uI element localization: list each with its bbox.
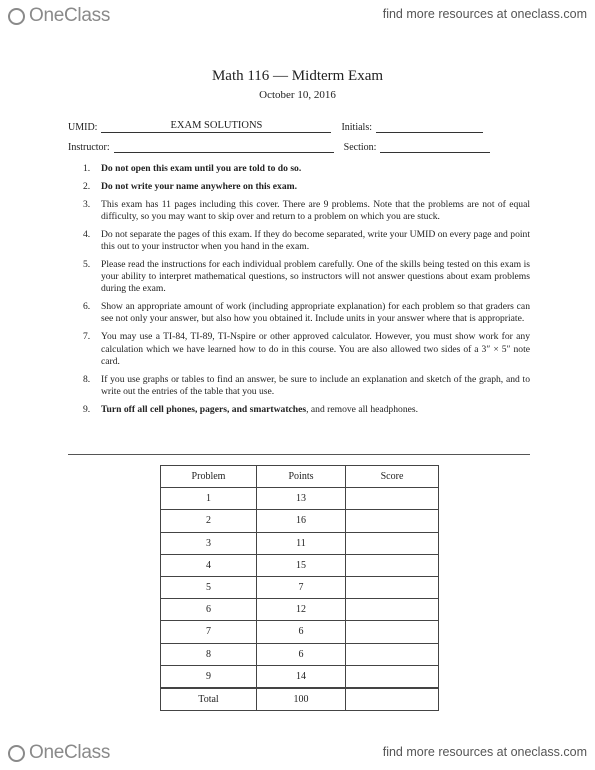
problem-cell: 3	[161, 532, 257, 554]
instructor-label: Instructor:	[68, 142, 110, 153]
oneclass-logo[interactable]	[8, 5, 110, 27]
problem-cell: 5	[161, 576, 257, 598]
total-label: Total	[161, 688, 257, 711]
score-cell[interactable]	[346, 599, 439, 621]
column-header-problem: Problem	[161, 466, 257, 488]
problem-cell: 9	[161, 665, 257, 688]
find-more-link[interactable]: find more resources at oneclass.com	[382, 7, 587, 21]
instruction-number: 8.	[83, 373, 91, 385]
instruction-text: Do not write your name anywhere on this exam.	[101, 180, 298, 192]
total-row	[161, 688, 439, 711]
instruction-text: Show an appropriate amount of work (including appropriate explanation) for each problem so that graders can see not only your answer, but also how you obtained it. Include units in your answer where that is appropriate.	[101, 301, 530, 325]
problem-cell: 4	[161, 554, 257, 576]
instruction-text: This exam has 11 pages including this cover. There are 9 problems. Note that the problems are not of equal difficulty, so you may want to skip over and return to a problem on which you are stuck.	[101, 198, 530, 222]
instruction-number: 3.	[83, 198, 91, 210]
exam-title: Math 116 — Midterm Exam	[211, 68, 384, 84]
instruction-item	[83, 404, 530, 416]
score-cell[interactable]	[346, 665, 439, 688]
section-label: Section:	[343, 142, 377, 153]
instruction-number: 2.	[83, 180, 91, 192]
instruction-item	[83, 259, 530, 296]
instruction-item	[83, 163, 530, 175]
instruction-item	[83, 301, 530, 326]
column-header-score: Score	[346, 466, 439, 488]
find-more-link-footer[interactable]: find more resources at oneclass.com	[382, 745, 587, 759]
table-row	[161, 532, 439, 554]
score-cell[interactable]	[346, 576, 439, 598]
instruction-text-rest: , and remove all headphones.	[306, 403, 419, 415]
problem-cell: 1	[161, 488, 257, 510]
problem-cell: 6	[161, 599, 257, 621]
umid-value: EXAM SOLUTIONS	[170, 120, 263, 131]
score-cell[interactable]	[346, 510, 439, 532]
logo-text: OneClass	[29, 742, 111, 763]
instructions-list	[83, 163, 530, 422]
table-row	[161, 576, 439, 598]
instructor-row	[68, 140, 490, 153]
instruction-text: Please read the instructions for each individual problem carefully. One of the skills being tested on this exam is your ability to interpret mathematical questions, so instructors will not answer questions about exam problems during the exam.	[101, 258, 530, 295]
table-row	[161, 510, 439, 532]
score-table	[160, 465, 439, 711]
table-row	[161, 643, 439, 665]
umid-row	[68, 120, 483, 133]
logo-circle-icon	[8, 745, 25, 762]
instruction-item	[83, 374, 530, 399]
table-header-row	[161, 466, 439, 488]
section-field[interactable]	[380, 140, 490, 153]
problem-cell: 7	[161, 621, 257, 643]
instruction-text: Do not open this exam until you are told to do so.	[101, 163, 302, 174]
instruction-number: 5.	[83, 258, 91, 270]
table-row	[161, 599, 439, 621]
points-cell: 6	[257, 643, 346, 665]
problem-cell: 8	[161, 643, 257, 665]
section-divider	[68, 454, 530, 455]
table-row	[161, 488, 439, 510]
total-points: 100	[257, 688, 346, 711]
oneclass-logo-footer[interactable]	[8, 742, 110, 764]
score-cell[interactable]	[346, 532, 439, 554]
instruction-text: You may use a TI-84, TI-89, TI-Nspire or other approved calculator. However, you must show work for any calculation which we have learned how to do in this course. You are also allowed two sides of a 3″ × 5″ note card.	[101, 331, 530, 367]
umid-field[interactable]	[101, 120, 331, 133]
instruction-number: 7.	[83, 331, 91, 343]
score-cell[interactable]	[346, 554, 439, 576]
table-row	[161, 665, 439, 688]
score-cell[interactable]	[346, 488, 439, 510]
problem-cell: 2	[161, 510, 257, 532]
instruction-number: 1.	[83, 163, 91, 174]
instruction-item	[83, 181, 530, 193]
instruction-number: 4.	[83, 228, 91, 240]
logo-text: OneClass	[29, 5, 111, 26]
total-score-cell[interactable]	[346, 688, 439, 711]
points-cell: 15	[257, 554, 346, 576]
instruction-text: If you use graphs or tables to find an answer, be sure to include an explanation and sketch of the graph, and to write out the entries of the table that you use.	[101, 373, 530, 397]
points-cell: 7	[257, 576, 346, 598]
instruction-number: 9.	[83, 403, 91, 415]
instruction-item	[83, 229, 530, 254]
points-cell: 6	[257, 621, 346, 643]
table-row	[161, 621, 439, 643]
points-cell: 16	[257, 510, 346, 532]
instruction-emphasis: Turn off all cell phones, pagers, and smartwatches	[101, 403, 307, 415]
exam-date: October 10, 2016	[259, 89, 336, 101]
instruction-text	[101, 404, 530, 416]
logo-circle-icon	[8, 8, 25, 25]
points-cell: 11	[257, 532, 346, 554]
points-cell: 12	[257, 599, 346, 621]
points-cell: 13	[257, 488, 346, 510]
score-cell[interactable]	[346, 621, 439, 643]
instructor-field[interactable]	[114, 140, 334, 153]
instruction-item	[83, 331, 530, 368]
umid-label: UMID:	[68, 122, 98, 133]
column-header-points: Points	[257, 466, 346, 488]
instruction-number: 6.	[83, 301, 91, 313]
score-cell[interactable]	[346, 643, 439, 665]
initials-field[interactable]	[376, 120, 483, 133]
instruction-text: Do not separate the pages of this exam. If they do become separated, write your UMID on every page and point this out to your instructor when you hand in the exam.	[101, 228, 530, 252]
initials-label: Initials:	[341, 122, 373, 133]
points-cell: 14	[257, 665, 346, 688]
table-row	[161, 554, 439, 576]
instruction-item	[83, 199, 530, 224]
